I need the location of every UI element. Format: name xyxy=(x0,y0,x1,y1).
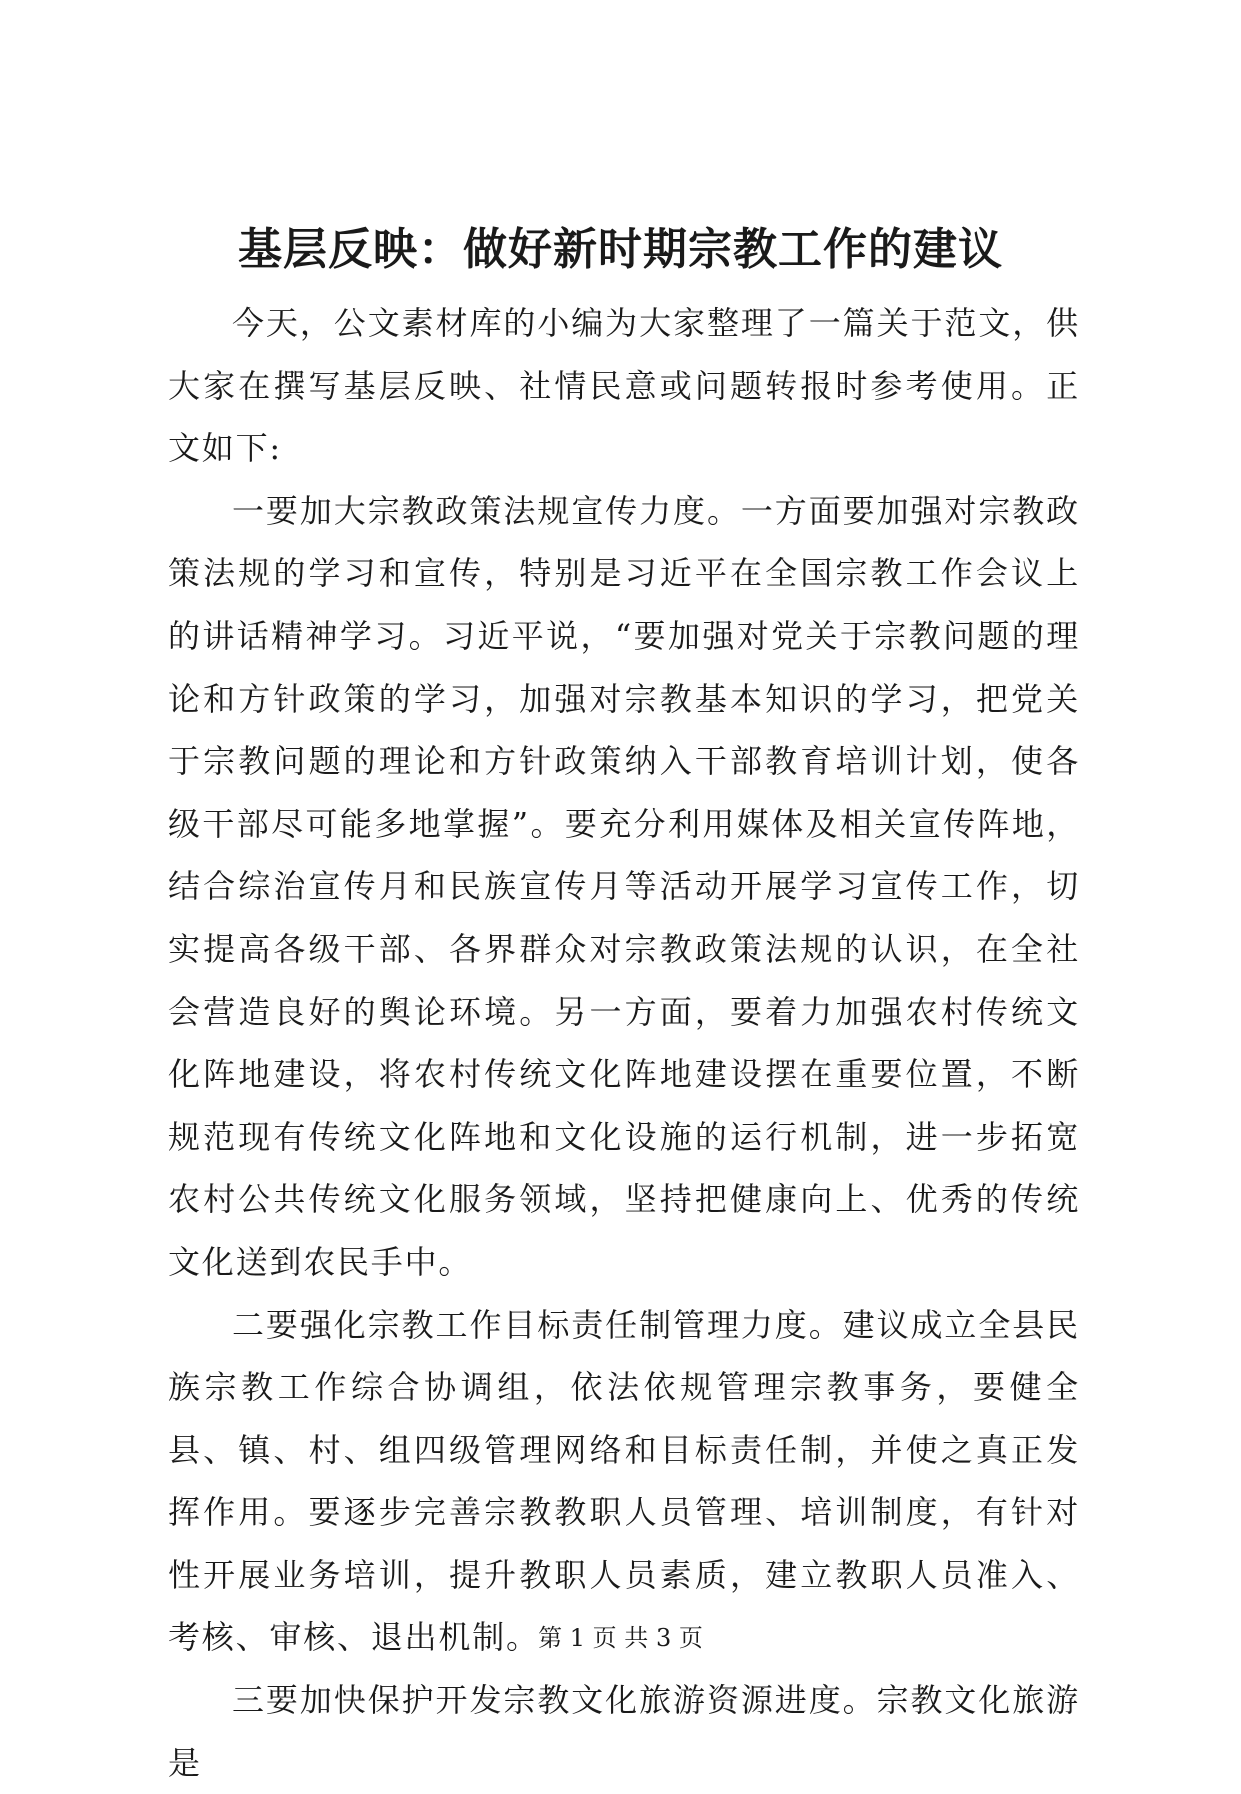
paragraph-two: 二要强化宗教工作目标责任制管理力度。建议成立全县民族宗教工作综合协调组，依法依规管理宗教事务，要健全县、镇、村、组四级管理网络和目标责任制，并使之真正发挥作用。要逐步完善宗教教职人员管理、培训制度，有针对性开展业务培训，提升教职人员素质，建立教职人员准入、考核、审核、退出机制。 xyxy=(168,1305,1080,1657)
paragraph-one: 一要加大宗教政策法规宣传力度。一方面要加强对宗教政策法规的学习和宣传，特别是习近平在全国宗教工作会议上的讲话精神学习。习近平说，“要加强对党关于宗教问题的理论和方针政策的学习，加强对宗教基本知识的学习，把党关于宗教问题的理论和方针政策纳入干部教育培训计划，使各级干部尽可能多地掌握”。要充分利用媒体及相关宣传阵地，结合综治宣传月和民族宣传月等活动开展学习宣传工作，切实提高各级干部、各界群众对宗教政策法规的认识，在全社会营造良好的舆论环境。另一方面，要着力加强农村传统文化阵地建设，将农村传统文化阵地建设摆在重要位置，不断规范现有传统文化阵地和文化设施的运行机制，进一步拓宽农村公共传统文化服务领域，坚持把健康向上、优秀的传统文化送到农民手中。 xyxy=(168,491,1080,1281)
page-footer: 第 1 页 共 3 页 xyxy=(538,1624,703,1652)
paragraph-intro: 今天，公文素材库的小编为大家整理了一篇关于范文，供大家在撰写基层反映、社情民意或问题转报时参考使用。正文如下: xyxy=(168,304,1080,468)
document-body xyxy=(168,292,1080,1794)
paragraph-three: 三要加快保护开发宗教文化旅游资源进度。宗教文化旅游是 xyxy=(168,1681,1080,1782)
document-title: 基层反映：做好新时期宗教工作的建议 xyxy=(238,224,1003,275)
